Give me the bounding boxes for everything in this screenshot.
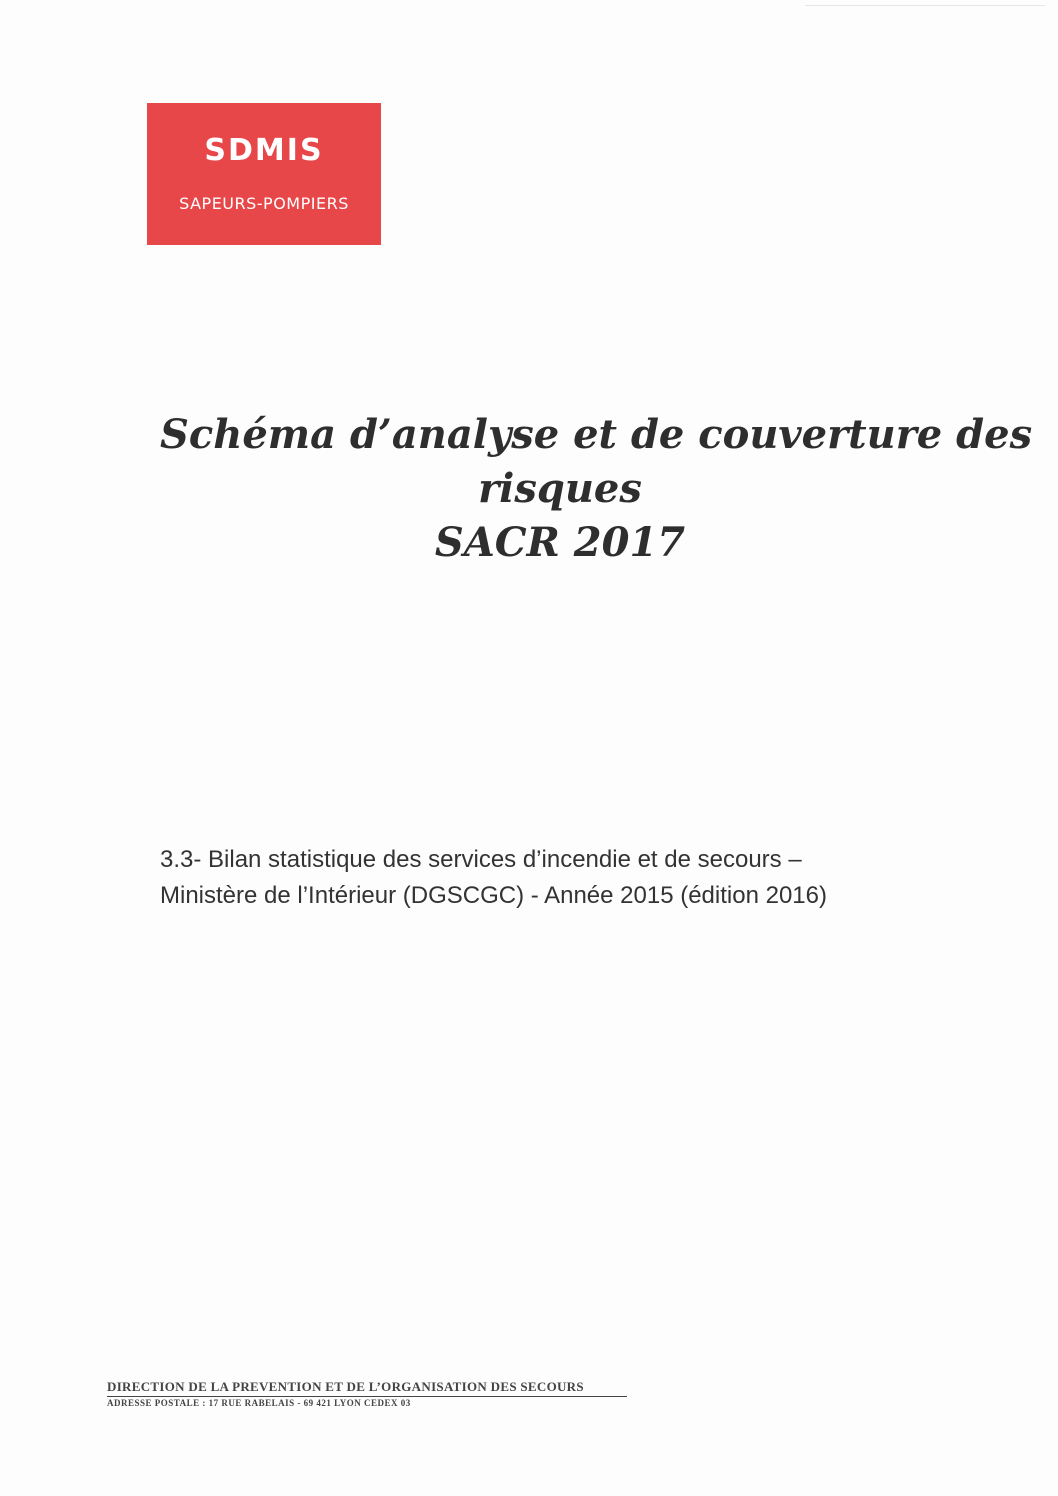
logo-name: SDMIS xyxy=(204,133,324,168)
sdmis-logo xyxy=(147,103,381,245)
subtitle-line: 3.3- Bilan statistique des services d’incendie et de secours – xyxy=(160,846,802,873)
logo-subtitle: SAPEURS-POMPIERS xyxy=(179,194,349,213)
title-line: SACR 2017 xyxy=(434,519,686,566)
subtitle-line: Ministère de l’Intérieur (DGSCGC) - Année 2015 (édition 2016) xyxy=(160,882,827,909)
title-line: risques xyxy=(478,465,642,512)
scan-artifact-line xyxy=(805,5,1045,6)
document-title xyxy=(160,408,1033,570)
footer-address: ADRESSE POSTALE : 17 RUE RABELAIS - 69 421 LYON CEDEX 03 xyxy=(107,1398,411,1408)
document-subtitle xyxy=(160,842,920,914)
footer-direction: DIRECTION DE LA PREVENTION ET DE L’ORGANISATION DES SECOURS xyxy=(107,1379,627,1397)
title-line: Schéma d’analyse et de couverture des xyxy=(160,411,1033,458)
page-footer xyxy=(107,1379,627,1408)
